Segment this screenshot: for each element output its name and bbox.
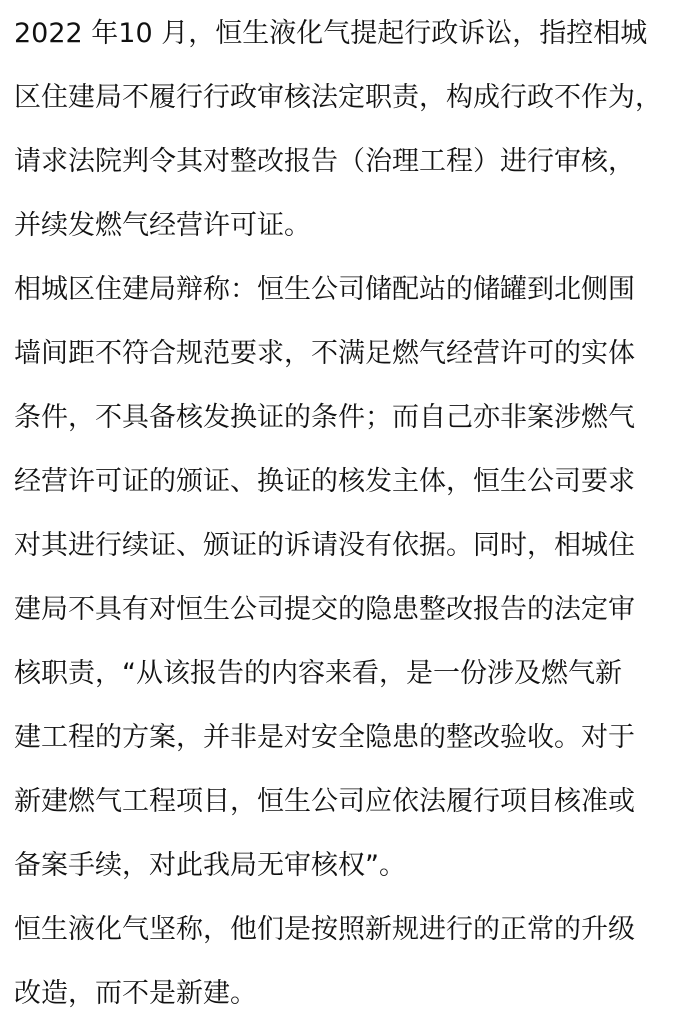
paragraph-2-line-9: 新建燃气工程项目，恒生公司应依法履行项目核准或 (14, 786, 635, 817)
paragraph-3-line-1: 恒生液化气坚称，他们是按照新规进行的正常的升级 (14, 914, 635, 945)
paragraph-2-line-5: 对其进行续证、颁证的诉请没有依据。同时，相城住 (14, 530, 635, 561)
paragraph-2-line-1: 相城区住建局辩称：恒生公司储配站的储罐到北侧围 (14, 274, 635, 305)
paragraph-2-line-6: 建局不具有对恒生公司提交的隐患整改报告的法定审 (14, 594, 635, 625)
paragraph-1-line-1: 2022 年10 月，恒生液化气提起行政诉讼，指控相城 (14, 18, 648, 49)
paragraph-1-line-2: 区住建局不履行行政审核法定职责，构成行政不作为， (14, 82, 662, 113)
paragraph-2-line-10: 备案手续，对此我局无审核权”。 (14, 850, 406, 881)
paragraph-1-line-3: 请求法院判令其对整改报告（治理工程）进行审核， (14, 146, 635, 177)
paragraph-2-line-8: 建工程的方案，并非是对安全隐患的整改验收。对于 (14, 722, 635, 753)
paragraph-2-line-7: 核职责，“从该报告的内容来看，是一份涉及燃气新 (14, 658, 622, 689)
paragraph-3-line-2: 改造，而不是新建。 (14, 978, 257, 1009)
paragraph-1-line-4: 并续发燃气经营许可证。 (14, 210, 311, 241)
paragraph-2-line-2: 墙间距不符合规范要求，不满足燃气经营许可的实体 (14, 338, 635, 369)
paragraph-2-line-3: 条件，不具备核发换证的条件；而自己亦非案涉燃气 (14, 402, 635, 433)
paragraph-2-line-4: 经营许可证的颁证、换证的核发主体，恒生公司要求 (14, 466, 635, 497)
